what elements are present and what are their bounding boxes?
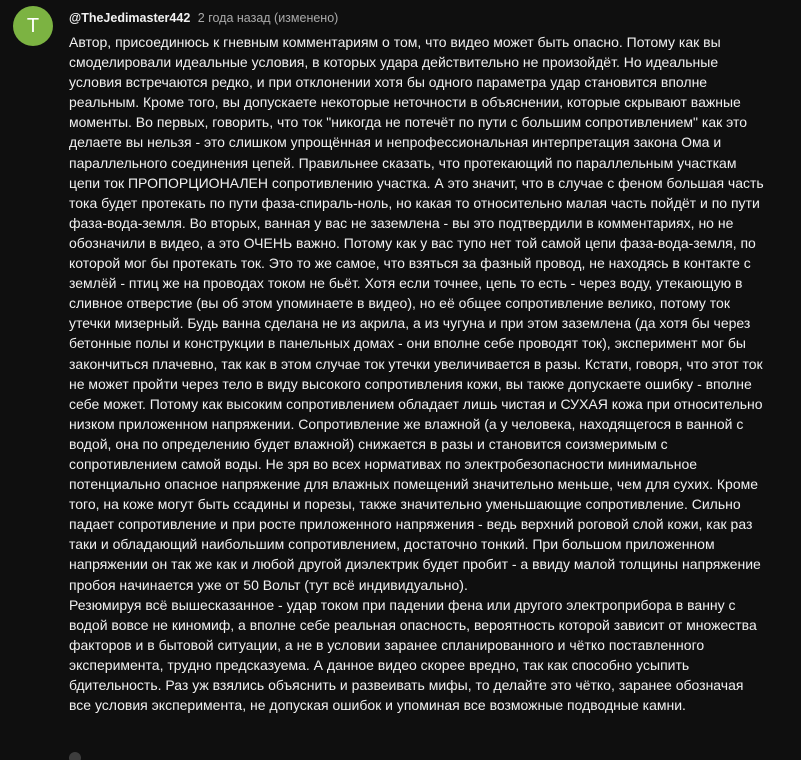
author-name[interactable]: @TheJedimaster442	[69, 11, 191, 25]
comment-text: Автор, присоединюсь к гневным комментариям о том, что видео может быть опасно. Потому как вы смоделировали идеальные условия, в которых удара действительно не произойдёт. Но идеальные условия встречаются редко, и при отклонении хотя бы одного параметра удар становится вполне реальным. Кроме того, вы допускаете некоторые неточности в объяснении, которые скрывают важные моменты. Во первых, говорить, что ток "никогда не потечёт по пути с большим сопротивлением" как это делаете вы нельзя - это слишком упрощённая и непрофессиональная интерпретация закона Ома и параллельного соединения цепей. Правильнее сказать, что протекающий по параллельным участкам цепи ток ПРОПОРЦИОНАЛЕН сопротивлению участка. А это значит, что в случае с феном большая часть тока будет протекать по пути фаза-спираль-ноль, но какая то относительно малая часть пойдёт и по пути фаза-вода-земля. Во вторых, ванная у вас не заземлена - вы это подтвердили в комментариях, но не обозначили в видео, а это ОЧЕНЬ важно. Потому как у вас тупо нет той самой цепи фаза-вода-земля, по которой мог бы протекать ток. Это то же самое, что взяться за фазный провод, не находясь в контакте с землёй - птиц же на проводах током не бьёт. Хотя если точнее, цепь то есть - через воду, утекающую в сливное отверстие (вы об этом упоминаете в видео), но её общее сопротивление велико, потому ток утечки мизерный. Будь ванна сделана не из акрила, а из чугуна и при этом заземлена (да хотя бы через бетонные полы и конструкции в панельных домах - они вполне себе проводят ток), эксперимент мог бы закончиться плачевно, так как в этом случае ток утечки увеличивается в разы. Кстати, говоря, что этот ток не может пройти через тело в виду высокого сопротивления кожи, вы также допускаете ошибку - вполне себе может. Потому как высоким сопротивлением обладает лишь чистая и СУХАЯ кожа при относительно низком приложенном напряжении. Сопротивление же влажной (а у человека, находящегося в ванной с водой, она по определению будет влажной) снижается в разы и становится соизмеримым с сопротивлением самой воды. Не зря во всех нормативах по электробезопасности минимальное потенциально опасное напряжение для влажных помещений значительно меньше, чем для сухих. Кроме того, на коже могут быть ссадины и порезы, также значительно уменьшающие сопротивление. Сильно падает сопротивление и при росте приложенного напряжения - ведь верхний роговой слой кожи, как раз таки и обладающий наибольшим сопротивлением, достаточно тонкий. При большом приложенном напряжении он так же как и любой другой диэлектрик будет пробит - а ввиду малой толщины напряжение пробоя начинается уже от 50 Вольт (тут всё индивидуально). Резюмируя всё вышесказанное - удар током при падении фена или другого электроприбора в ванну с водой вовсе не киномиф, а вполне себе реальная опасность, вероятность которой зависит от множества факторов и в бытовой ситуации, а не в условии заранее спланированного и чётко поставленного эксперимента, трудно предсказуема. А данное видео скорее вредно, так как способно усыпить бдительность. Раз уж взялись объяснить и развеивать мифы, то делайте это чётко, заранее обозначая все условия эксперимента, не допуская ошибок и упоминая все возможные подводные камни.	[69, 34, 764, 714]
avatar[interactable]: T	[13, 6, 53, 46]
comment-timestamp[interactable]: 2 года назад (изменено)	[197, 11, 339, 25]
next-comment-avatar	[69, 752, 81, 760]
comment-header	[69, 9, 338, 27]
